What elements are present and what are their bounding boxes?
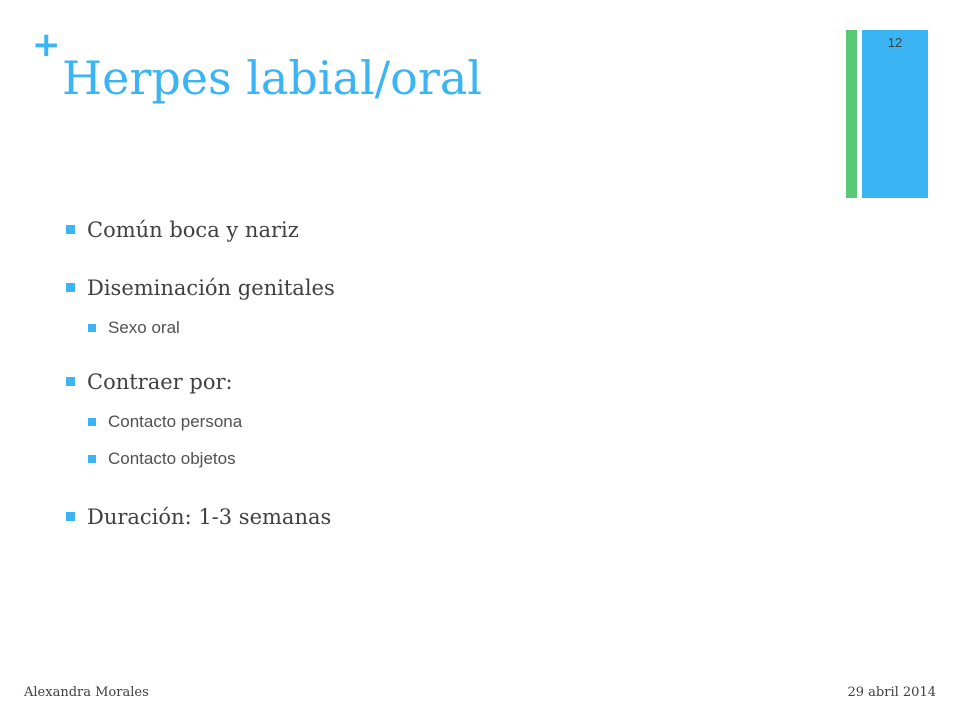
footer-author: Alexandra Morales (24, 685, 149, 700)
bullet-item (66, 505, 331, 529)
green-accent-bar (846, 30, 857, 198)
sub-bullet-item (88, 318, 180, 338)
bullet-text: Duración: 1-3 semanas (87, 505, 332, 529)
bullet-item (66, 218, 299, 242)
square-bullet-icon (66, 283, 75, 292)
square-bullet-icon (66, 512, 75, 521)
sub-bullet-text: Sexo oral (108, 318, 180, 337)
blue-accent-bar (862, 30, 928, 198)
bullet-text: Común boca y nariz (87, 218, 299, 242)
square-bullet-icon (66, 225, 75, 234)
slide-title: Herpes labial/oral (62, 51, 482, 105)
plus-icon: + (32, 25, 61, 65)
square-bullet-icon (66, 377, 75, 386)
square-bullet-icon (88, 418, 96, 426)
footer-date: 29 abril 2014 (847, 685, 936, 700)
bullet-item (66, 276, 335, 300)
square-bullet-icon (88, 455, 96, 463)
bullet-text: Diseminación genitales (87, 276, 335, 300)
sub-bullet-text: Contacto objetos (108, 449, 236, 468)
sub-bullet-item (88, 449, 236, 469)
sub-bullet-item (88, 412, 242, 432)
bullet-text: Contraer por: (87, 370, 233, 394)
sub-bullet-text: Contacto persona (108, 412, 243, 431)
bullet-item (66, 370, 233, 394)
square-bullet-icon (88, 324, 96, 332)
page-number: 12 (887, 35, 903, 50)
